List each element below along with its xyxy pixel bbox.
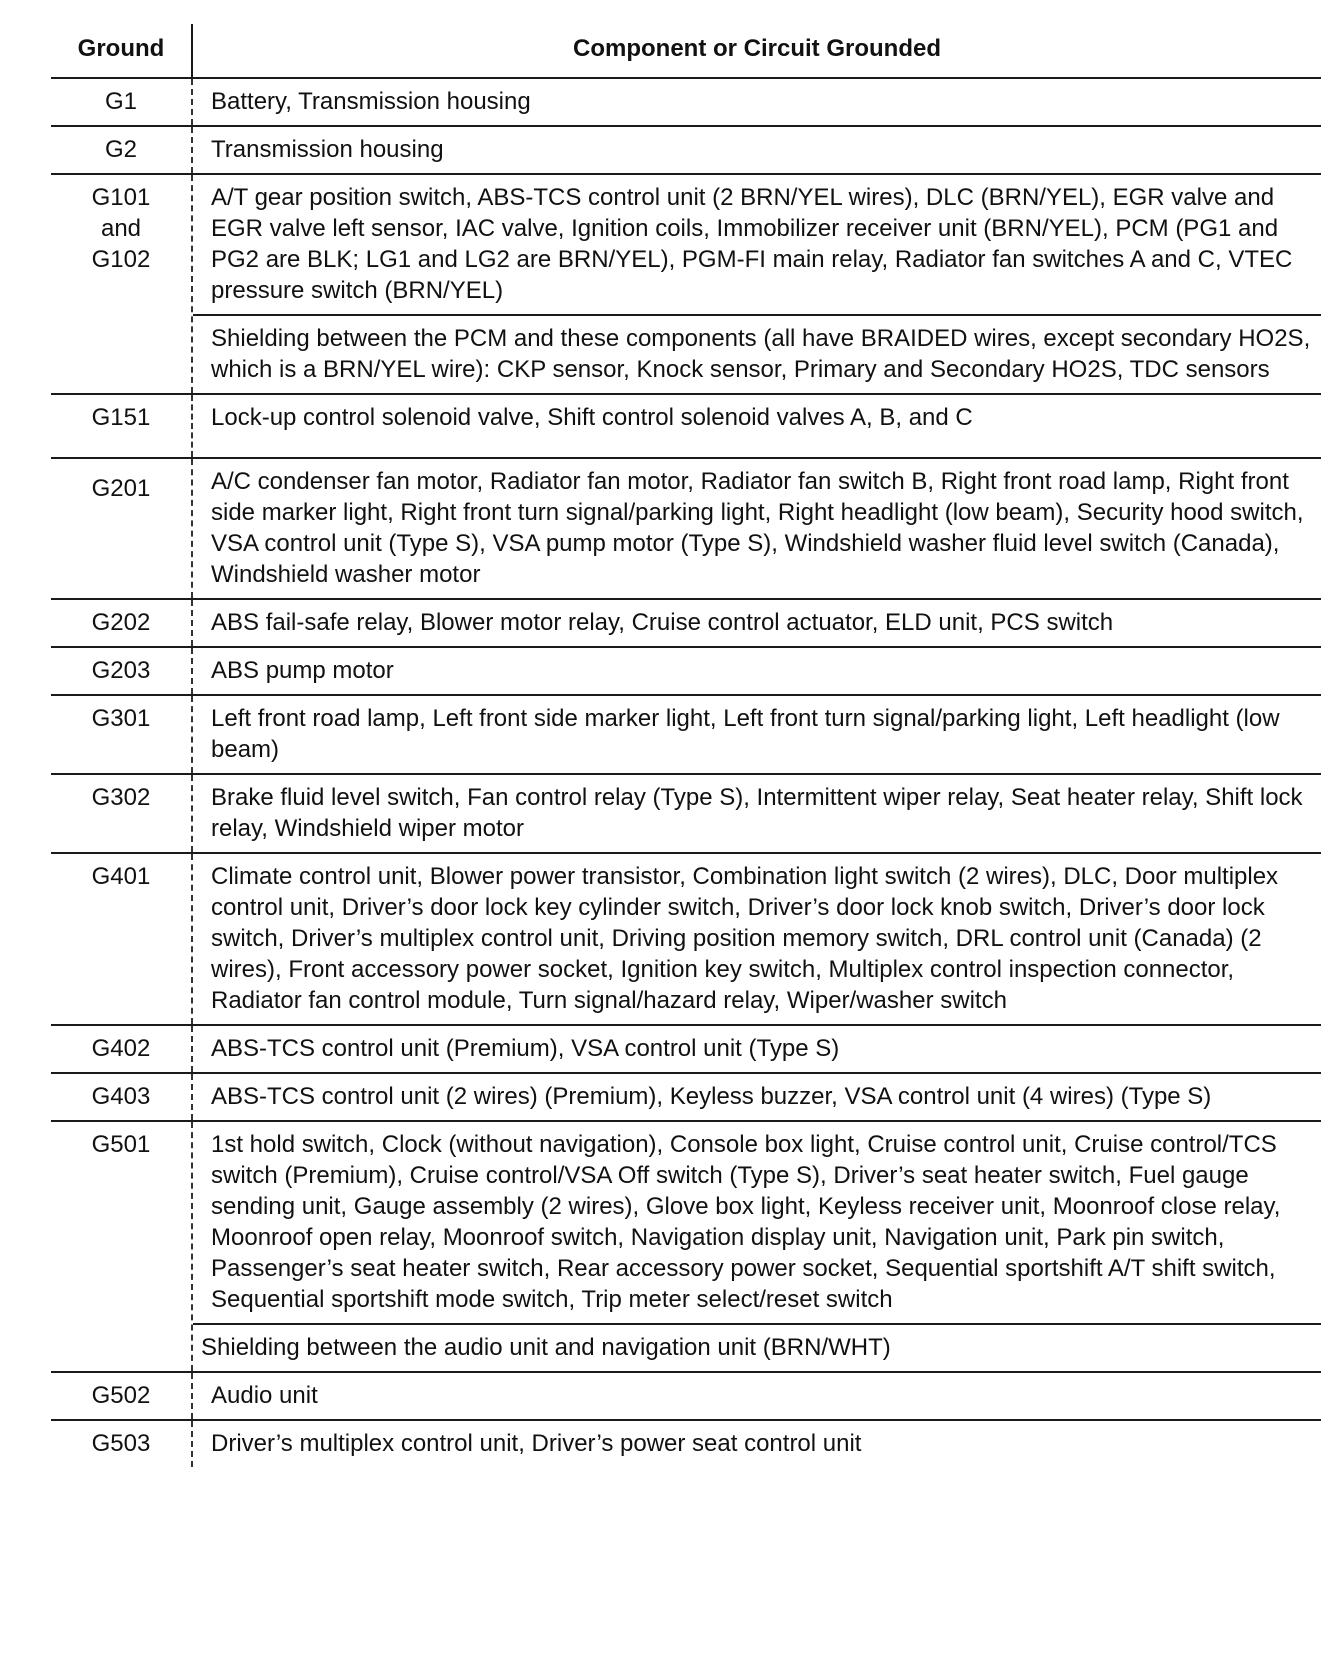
table-row (51, 1122, 1321, 1373)
component-text: A/T gear position switch, ABS-TCS control unit (2 BRN/YEL wires), DLC (BRN/YEL), EGR valve and EGR valve left sensor, IAC valve, Ignition coils, Immobilizer receiver unit (BRN/YEL), PCM (PG1 and PG2 are BLK; LG1 and LG2 are BRN/YEL), PGM-FI main relay, Radiator fan switches A and C, VTEC pressure switch (BRN/YEL) (211, 184, 1293, 304)
component-cell (193, 79, 1321, 125)
ground-id: G502 (51, 1373, 193, 1419)
table-row (51, 854, 1321, 1026)
component-text: Shielding between the audio unit and navigation unit (BRN/WHT) (193, 1323, 1321, 1371)
table-row (51, 395, 1321, 459)
component-text: Lock-up control solenoid valve, Shift control solenoid valves A, B, and C (211, 404, 973, 431)
ground-column-header: Ground (51, 24, 193, 77)
table-row (51, 175, 1321, 395)
component-cell (193, 459, 1321, 598)
component-text: Shielding between the PCM and these components (all have BRAIDED wires, except secondary HO2S, which is a BRN/YEL wire): CKP sensor, Knock sensor, Primary and Secondary HO2S, TDC sensors (193, 314, 1321, 393)
ground-id: G301 (51, 696, 193, 773)
component-cell (193, 175, 1321, 393)
component-text: 1st hold switch, Clock (without navigation), Console box light, Cruise control unit, Cruise control/TCS switch (Premium), Cruise control/VSA Off switch (Type S), Driver’s seat heater switch, Fuel gauge sending unit, Gauge assembly (2 wires), Glove box light, Keyless receiver unit, Moonroof close relay, Moonroof open relay, Moonroof switch, Navigation display unit, Navigation unit, Park pin switch, Passenger’s seat heater switch, Rear accessory power socket, Sequential sportshift A/T shift switch, Sequential sportshift mode switch, Trip meter select/reset switch (211, 1131, 1281, 1313)
component-text: ABS pump motor (211, 657, 394, 684)
component-cell (193, 1026, 1321, 1072)
table-row (51, 600, 1321, 648)
table-row (51, 1026, 1321, 1074)
component-cell (193, 775, 1321, 852)
ground-id: G503 (51, 1421, 193, 1467)
table-row (51, 648, 1321, 696)
component-text: Climate control unit, Blower power transistor, Combination light switch (2 wires), DLC, Door multiplex control unit, Driver’s door lock key cylinder switch, Driver’s door lock knob switch, Driver’s door lock switch, Driver’s multiplex control unit, Driving position memory switch, DRL control unit (Canada) (2 wires), Front accessory power socket, Ignition key switch, Multiplex control inspection connector, Radiator fan control module, Turn signal/hazard relay, Wiper/washer switch (211, 863, 1279, 1014)
ground-id: G1 (51, 79, 193, 125)
table-row (51, 775, 1321, 854)
ground-id: G402 (51, 1026, 193, 1072)
table-row (51, 459, 1321, 600)
ground-id: G302 (51, 775, 193, 852)
component-text: ABS fail-safe relay, Blower motor relay, Cruise control actuator, ELD unit, PCS switch (211, 609, 1114, 636)
component-cell (193, 1421, 1321, 1467)
component-cell (193, 600, 1321, 646)
ground-id: G2 (51, 127, 193, 173)
table-header (51, 24, 1321, 79)
component-text: ABS-TCS control unit (Premium), VSA control unit (Type S) (211, 1035, 840, 1062)
table-row (51, 696, 1321, 775)
component-cell (193, 127, 1321, 173)
component-text: Battery, Transmission housing (211, 88, 531, 115)
component-cell (193, 854, 1321, 1024)
table-row (51, 79, 1321, 127)
ground-id: G403 (51, 1074, 193, 1120)
component-column-header: Component or Circuit Grounded (573, 35, 941, 62)
ground-id: G151 (51, 395, 193, 457)
ground-id: G101 and G102 (51, 175, 193, 393)
table-row (51, 1373, 1321, 1421)
component-text: ABS-TCS control unit (2 wires) (Premium), Keyless buzzer, VSA control unit (4 wires) (Type S) (211, 1083, 1212, 1110)
component-cell (193, 1074, 1321, 1120)
ground-id: G202 (51, 600, 193, 646)
ground-id: G401 (51, 854, 193, 1024)
table-row (51, 1421, 1321, 1467)
component-cell (193, 1122, 1321, 1371)
table-row (51, 1074, 1321, 1122)
component-text: Driver’s multiplex control unit, Driver’s power seat control unit (211, 1430, 862, 1457)
ground-table (51, 24, 1321, 1467)
ground-id: G203 (51, 648, 193, 694)
component-text: A/C condenser fan motor, Radiator fan motor, Radiator fan switch B, Right front road lamp, Right front side marker light, Right front turn signal/parking light, Right headlight (low beam), Security hood switch, VSA control unit (Type S), VSA pump motor (Type S), Windshield washer fluid level switch (Canada), Windshield washer motor (211, 468, 1304, 588)
component-cell (193, 1373, 1321, 1419)
component-text: Transmission housing (211, 136, 444, 163)
component-cell (193, 696, 1321, 773)
component-cell (193, 395, 1321, 457)
table-row (51, 127, 1321, 175)
component-cell (193, 648, 1321, 694)
component-text: Audio unit (211, 1382, 318, 1409)
ground-id: G501 (51, 1122, 193, 1371)
component-text: Left front road lamp, Left front side marker light, Left front turn signal/parking light, Left headlight (low beam) (211, 705, 1280, 763)
ground-id: G201 (51, 459, 193, 598)
component-text: Brake fluid level switch, Fan control relay (Type S), Intermittent wiper relay, Seat heater relay, Shift lock relay, Windshield wiper motor (211, 784, 1303, 842)
